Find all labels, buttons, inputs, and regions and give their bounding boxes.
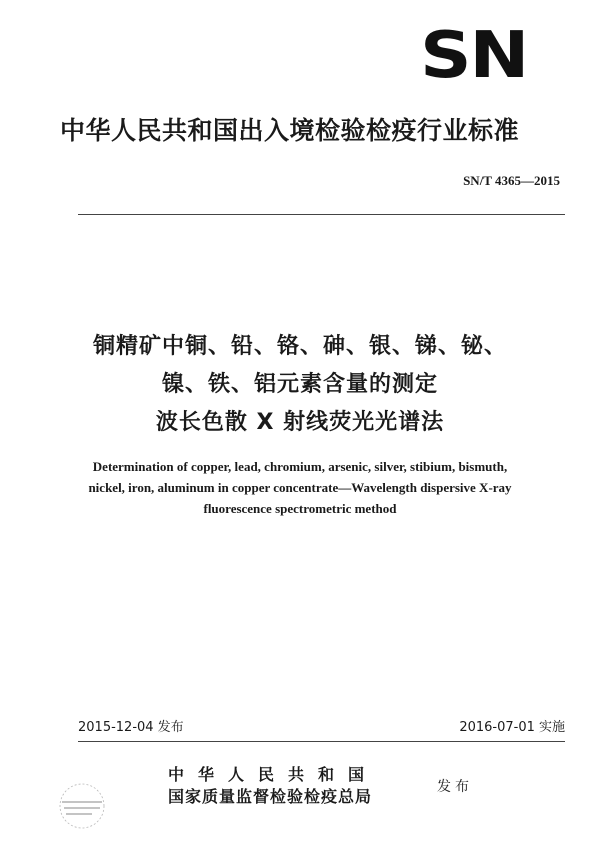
issuer-agency: 国家质量监督检验检疫总局 [168,787,373,806]
sn-logo: SN [420,19,528,93]
publish-label: 发布 [437,779,473,795]
chinese-title-line-1: 铜精矿中铜、铅、铬、砷、银、锑、铋、 [92,334,507,359]
chinese-title [40,328,560,442]
industry-standard-title: 中华人民共和国出入境检验检疫行业标准 [60,116,520,145]
issue-date: 2015-12-04 发布 [78,720,184,735]
seal-stamp-icon [52,778,112,834]
english-title-line-3: fluorescence spectrometric method [203,501,397,516]
standard-number: SN/T 4365—2015 [463,173,560,188]
english-title-line-2: nickel, iron, aluminum in copper concentrate—Wavelength dispersive X-ray [88,480,512,495]
top-divider [78,214,565,215]
chinese-title-line-2: 镍、铁、铝元素含量的测定 [161,372,438,397]
bottom-divider [78,741,565,742]
issuing-authority [168,764,438,808]
english-title-line-1: Determination of copper, lead, chromium, arsenic, silver, stibium, bismuth, [92,459,508,474]
issuer-country: 中华人民共和国 [168,765,379,784]
implementation-date: 2016-07-01 实施 [459,720,565,735]
english-title [40,456,560,519]
chinese-title-line-3: 波长色散 X 射线荧光光谱法 [155,410,445,435]
